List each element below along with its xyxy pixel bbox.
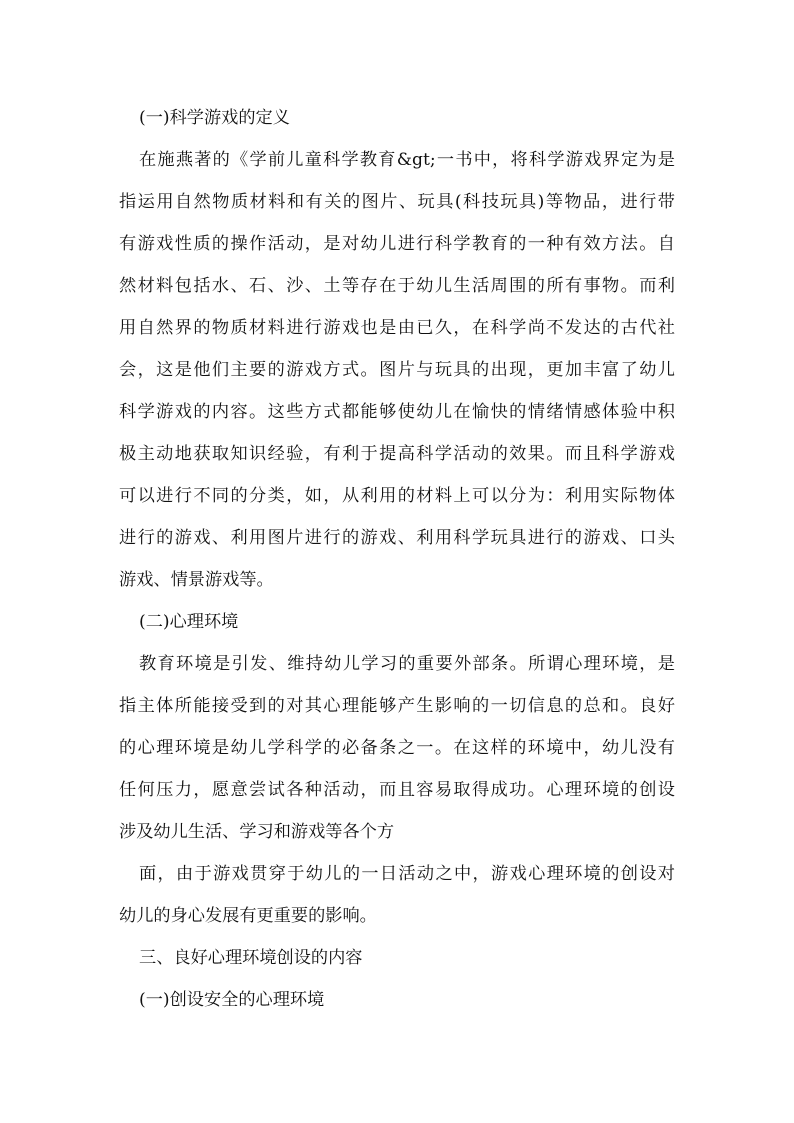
paragraph-line: 幼儿的身心发展有更重要的影响。 [119, 906, 377, 926]
paragraph-line: 指运用自然物质材料和有关的图片、玩具(科技玩具)等物品，进行带 [119, 192, 675, 212]
paragraph-line: 面，由于游戏贯穿于幼儿的一日活动之中，游戏心理环境的创设对 [139, 864, 675, 884]
heading-psychological-environment: (二)心理环境 [139, 612, 239, 632]
heading-good-psychological-environment-content: 三、良好心理环境创设的内容 [139, 948, 363, 968]
paragraph-line: 游戏、情景游戏等。 [119, 570, 274, 590]
paragraph-line: 的心理环境是幼儿学科学的必备条之一。在这样的环境中，幼儿没有 [119, 738, 675, 758]
paragraph-line: 进行的游戏、利用图片进行的游戏、利用科学玩具进行的游戏、口头 [119, 528, 675, 548]
paragraph-line: 用自然界的物质材料进行游戏也是由已久，在科学尚不发达的古代社 [119, 318, 675, 338]
paragraph-line: 科学游戏的内容。这些方式都能够使幼儿在愉快的情绪情感体验中积 [119, 402, 675, 422]
heading-science-game-definition: (一)科学游戏的定义 [139, 108, 290, 128]
paragraph-line: 有游戏性质的操作活动，是对幼儿进行科学教育的一种有效方法。自 [119, 234, 675, 254]
paragraph-line: 指主体所能接受到的对其心理能够产生影响的一切信息的总和。良好 [119, 696, 675, 716]
paragraph-line: 任何压力，愿意尝试各种活动，而且容易取得成功。心理环境的创设 [119, 780, 675, 800]
paragraph-line: 会，这是他们主要的游戏方式。图片与玩具的出现，更加丰富了幼儿 [119, 360, 675, 380]
paragraph-line: 极主动地获取知识经验，有利于提高科学活动的效果。而且科学游戏 [119, 444, 675, 464]
paragraph-line: 在施燕著的《学前儿童科学教育&gt;一书中，将科学游戏界定为是 [139, 150, 675, 170]
paragraph-line: 可以进行不同的分类，如，从利用的材料上可以分为：利用实际物体 [119, 486, 675, 506]
paragraph-line: 然材料包括水、石、沙、土等存在于幼儿生活周围的所有事物。而利 [119, 276, 675, 296]
heading-safe-psychological-environment: (一)创设安全的心理环境 [139, 990, 325, 1010]
paragraph-line: 涉及幼儿生活、学习和游戏等各个方 [119, 822, 395, 842]
paragraph-line: 教育环境是引发、维持幼儿学习的重要外部条。所谓心理环境，是 [139, 654, 675, 674]
